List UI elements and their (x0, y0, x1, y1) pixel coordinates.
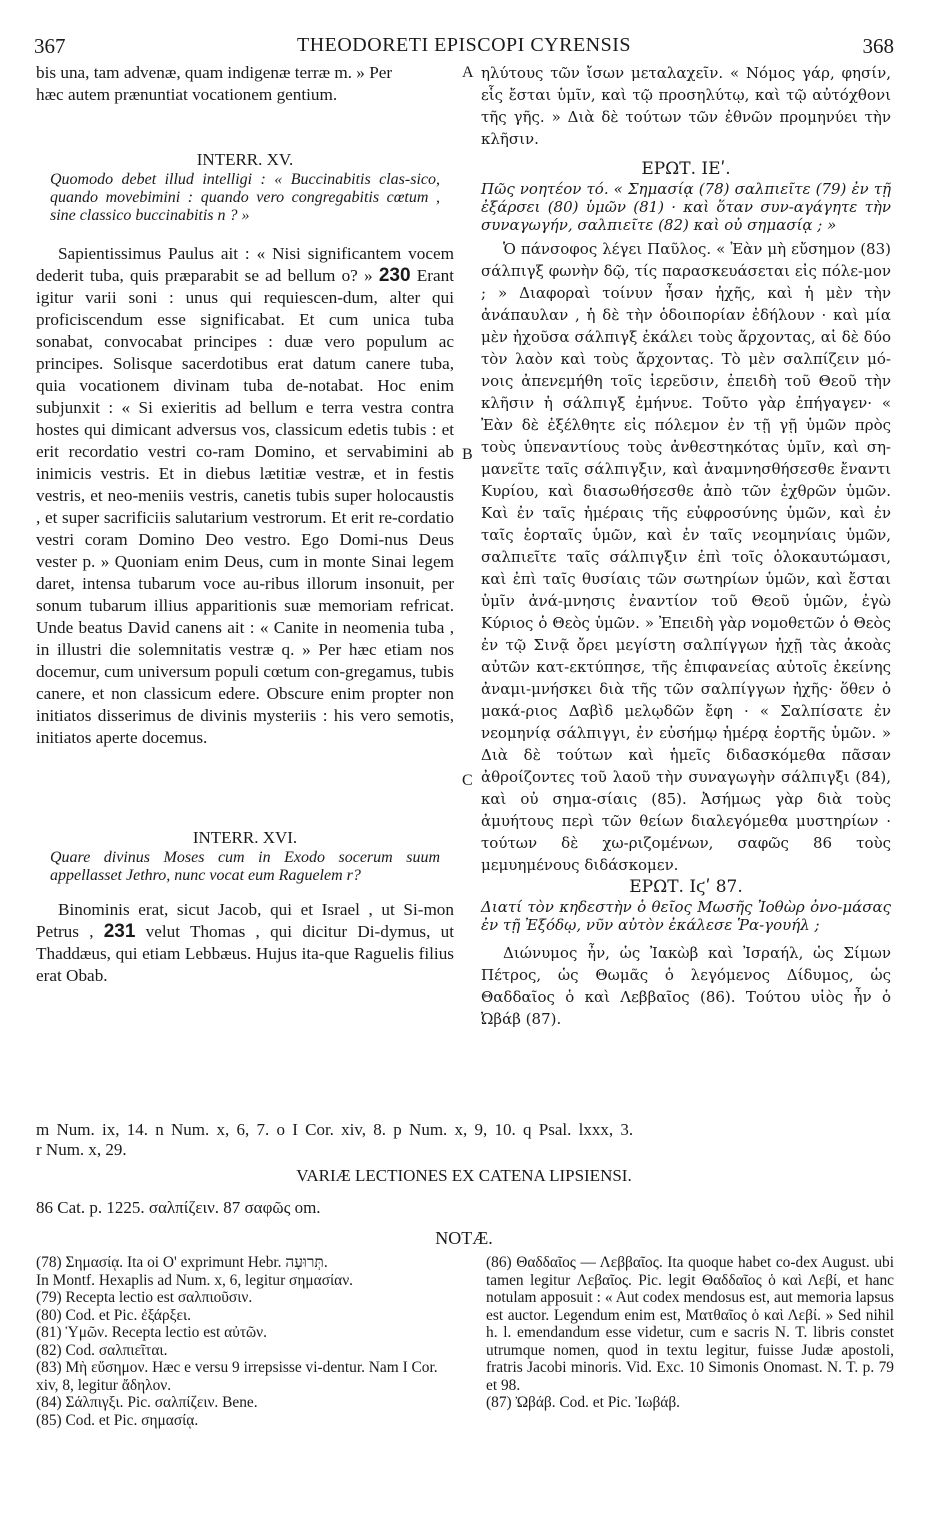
interr-15-heading: INTERR. XV. (196, 150, 294, 169)
latin-column (36, 62, 454, 987)
latin-intro-line-1: bis una, tam advenæ, quam indigenæ terræ m. » Per (36, 63, 393, 82)
notae-title: NOTÆ. (435, 1228, 493, 1248)
column-number-230: 230 (378, 265, 411, 286)
latin-intro-line-2: hæc autem prænuntiat vocationem gentium. (36, 85, 338, 104)
note-78-cont: In Montf. Hexaplis ad Num. x, 6, legitur σημασίαν. (36, 1271, 354, 1289)
interr-16-answer (36, 899, 454, 987)
erot-16-heading: ΕΡΩΤ. Ιϛʹ 87. (629, 877, 743, 897)
page-number-left: 367 (34, 34, 66, 58)
erot-16-question: Διατί τὸν κηδεστὴν ὁ θεῖος Μωσῆς Ἰοθὼρ ὀνο-μάσας ἐν τῇ Ἐξόδῳ, νῦν αὐτὸν ἐκάλεσε Ῥα-γουήλ ; (481, 898, 891, 934)
column-number-231: 231 (103, 921, 136, 942)
running-header (34, 34, 894, 60)
interr-16-answer-b: velut Thomas , qui dicitur Di-dymus, ut Thaddæus, qui etiam Lebbæus. Hujus ita-que Raguelis filius erat Obab. (36, 922, 455, 985)
erot-16-answer: Διώνυμος ἦν, ὡς Ἰακὼβ καὶ Ἰσραήλ, ὡς Σίμων Πέτρος, ὡς Θωμᾶς ὁ λεγόμενος Δίδυμος, ὡς Θαδδαῖος ὁ καὶ Λεββαῖος (86). Τούτου υἱὸς ἦν ὁ Ὠβάβ (87). (481, 944, 891, 1028)
note-79: (79) Recepta lectio est σαλπιοῦσιν. (36, 1289, 253, 1306)
interr-16-heading: INTERR. XVI. (192, 828, 298, 847)
notes-left-column (36, 1254, 456, 1429)
notes-right-column (486, 1254, 894, 1412)
erot-15-question: Πῶς νοητέον τό. « Σημασίᾳ (78) σαλπιεῖτε (79) ἐν τῇ ἐξάρσει (80) ὑμῶν (81) · καὶ ὅταν συν-αγάγητε τὴν συναγωγήν, σαλπιεῖτε (82) καὶ οὐ σημασίᾳ ; » (481, 180, 891, 234)
interr-16-answer-a: Binominis erat, sicut Jacob, qui et Israel , ut Si-mon Petrus , (36, 900, 454, 941)
variae-lectiones-line: 86 Cat. p. 1225. σαλπίζειν. 87 σαφῶς om. (36, 1198, 321, 1217)
footnote-references-line-2: r Num. x, 29. (36, 1140, 127, 1159)
interr-15-question: Quomodo debet illud intelligi : « Buccinabitis clas-sico, quando movebimini : quando vero congregabitis cœtum , sine classico buccinabitis n ? » (50, 171, 440, 224)
note-85: (85) Cod. et Pic. σημασίᾳ. (36, 1411, 199, 1429)
note-82: (82) Cod. σαλπιεῖται. (36, 1341, 168, 1359)
interr-15-answer-b: Erant igitur varii soni : unus qui requiescen-dum, alter qui proficiscendum esse significabat. Et cum unica tuba sonabat, convocabat principes : duæ vero populum ac principes. Solisque sacerdotibus erat datum canere tuba, quia vocationem divinam tuba de-notabat. Hoc enim subjunxit : « Si exieritis ad bellum e terra vestra contra hostes qui dimicant adversus vos, classicum edetis tubis : et erit recordatio vestri co-ram Domino, et servabimini ab inimicis vestris. Et in diebus lætitiæ vestræ, et in festis vestris, et neo-meniis vestris, canetis tubis super holocaustis , et super sacrificiis salutarium vestrorum. Et erit re-cordatio vestri coram Domino Deo vestro. Ego Domi-nus Deus vester p. » Quoniam enim Deus, cum in monte Sinai legem daret, intensa tubarum voce au-ribus illorum insonuit, per sonum tubarum illius apparitionis suæ memoriam refricat. Unde beatus David canens ait : « Canite in neomenia tuba , in illustri die solemnitatis vestræ q. » Per hæc etiam nos docemur, cum universum populi cœtum con-gregamus, tubis canere, et non classicum edere. Obscure enim propter non initiatos disserimus de divinis mysteriis : his vero semotis, initiatos aperte docemus. (36, 266, 455, 747)
erot-15-heading: ΕΡΩΤ. ΙΕʹ. (641, 159, 731, 179)
interr-15-answer-a: Sapientissimus Paulus ait : « Nisi significantem vocem dederit tuba, quis præparabit se ad bellum o? » (36, 244, 454, 285)
margin-letter-c: C (462, 772, 473, 789)
note-83: (83) Μὴ εὔσημον. Hæc e versu 9 irrepsisse vi-dentur. Nam I Cor. xiv, 8, legitur ἄδηλον. (36, 1359, 438, 1394)
note-81: (81) Ὑμῶν. Recepta lectio est αὐτῶν. (36, 1324, 267, 1341)
interr-16-question: Quare divinus Moses cum in Exodo socerum suum appellasset Jethro, nunc vocat eum Raguelem r? (50, 849, 440, 884)
variae-lectiones-title: VARIÆ LECTIONES EX CATENA LIPSIENSI. (296, 1166, 632, 1185)
note-87: (87) Ὠβάβ. Cod. et Pic. Ἰωβάβ. (486, 1394, 681, 1411)
footnote-references-line-1: m Num. ix, 14. n Num. x, 6, 7. o I Cor. xiv, 8. p Num. x, 9, 10. q Psal. lxxx, 3. (36, 1120, 634, 1139)
margin-letter-b: B (462, 446, 473, 463)
margin-letter-a: A (462, 64, 474, 81)
interr-15-answer (36, 243, 454, 749)
page-number-right: 368 (862, 34, 894, 58)
note-84: (84) Σάλπιγξι. Pic. σαλπίζειν. Bene. (36, 1394, 258, 1411)
running-title: THEODORETI EPISCOPI CYRENSIS (296, 34, 632, 56)
note-80: (80) Cod. et Pic. ἐξάρξει. (36, 1306, 191, 1324)
note-86: (86) Θαδδαῖος — Λεββαῖος. Ita quoque habet co-dex August. ubi tamen legitur Λεβαῖος. Pic. legit Θαδδαῖος ὁ καὶ Λεβί, et hanc notulam apposuit : « Aut codex mendosus est, aut memoria lapsus est auctor. Legendum enim est, Ματθαῖος ὁ καὶ Λεβί. » Sed nihil h. l. emendandum esse videtur, cum e sacris N. T. libris constet utrumque nomen, quod in textu legitur, fuisse Judæ apostoli, fratris Jacobi minoris. Vid. Exc. 10 Simonis Onomast. N. T. p. 79 et 98. (486, 1254, 894, 1394)
note-78: (78) Σημασίᾳ. Ita oi O' exprimunt Hebr. תְּרוּעָה. (36, 1254, 328, 1271)
greek-intro: ηλύτους τῶν ἴσων μεταλαχεῖν. « Νόμος γάρ, φησίν, εἷς ἔσται ὑμῖν, καὶ τῷ προσηλύτῳ, καὶ τῷ αὐτόχθονι τῆς γῆς. » Διὰ δὲ τούτων τῶν ἐθνῶν προμηνύει τὴν κλῆσιν. (481, 64, 891, 148)
erot-15-answer: Ὁ πάνσοφος λέγει Παῦλος. « Ἐὰν μὴ εὔσημον (83) σάλπιγξ φωνὴν δῷ, τίς παρασκευάσεται εἰς πόλε-μον ; » Διαφοραὶ τοίνυν ἦσαν ἠχῆς, καὶ ἡ μὲν τὴν ἀνάπαυλαν , ἡ δὲ τὴν ὁδοιπορίαν ἐδήλουν · καὶ μία μὲν ἠχοῦσα σάλπιγξ ἐκάλει τοὺς ἄρχοντας, αἱ δὲ δύο τὸν λαὸν καὶ τοὺς ἄρχοντας. Τὸ μὲν σαλπίζειν μό-νοις ἀπενεμήθη τοῖς ἱερεῦσιν, ἐπειδὴ τοῦ Θεοῦ τὴν κλῆσιν ἡ σάλπιγξ ἐμήνυε. Τοῦτο γὰρ ἐπήγαγεν· « Ἐὰν δὲ ἐξέλθητε εἰς πόλεμον ἐν τῇ γῇ ὑμῶν πρὸς τοὺς ὑπεναντίους τοὺς ἀνθεστηκότας ὑμῖν, καὶ ση-μανεῖτε ταῖς σάλπιγξιν, καὶ ἀναμνησθήσεσθε ἔναντι Κυρίου, καὶ διασωθήσεσθε ἀπὸ τῶν ἐχθρῶν ὑμῶν. Καὶ ἐν ταῖς ἡμέραις τῆς εὐφροσύνης ὑμῶν, καὶ ἐν ταῖς ἑορταῖς ὑμῶν, καὶ ἐν ταῖς νεομηνίαις ὑμῶν, σαλπιεῖτε ταῖς σάλπιγξιν ἐπὶ τοῖς ὁλοκαυτώμασι, καὶ ἐπὶ ταῖς θυσίαις τῶν σωτηρίων ὑμῶν, καὶ ἔσται ὑμῖν ἀνά-μνησις ἐναντίον τοῦ Θεοῦ ὑμῶν, ἐγὼ Κύριος ὁ Θεὸς ὑμῶν. » Ἐπειδὴ γὰρ νομοθετῶν ὁ Θεὸς ἐν τῷ Σινᾷ ὄρει μεγίστη σαλπίγγων ἠχῇ τὰς ἀκοὰς αὐτῶν κατ-εκτύπησε, τῆς ἐπιφανείας αὐτοῖς ἐκείνης ἀναμι-μνήσκει διὰ τῆς τῶν σαλπίγγων ἠχῆς· ὅθεν ὁ μακά-ριος Δαβὶδ μελῳδῶν ἔφη · « Σαλπίσατε ἐν νεομηνίᾳ σάλπιγγι, ἐν εὐσήμῳ ἡμέρᾳ ἑορτῆς ὑμῶν. » Διὰ δὲ τούτων καὶ ἡμεῖς διδασκόμεθα πᾶσαν ἀθροίζοντες τοῦ λαοῦ τὴν συναγωγὴν σάλπιγξι (84), καὶ οὐ σημα-σίαις (85). Ἀσήμως γὰρ διὰ τοὺς ἀμυήτους περὶ τῶν θείων διαλεγόμεθα μυστηρίων · τούτων δὲ χω-ριζομένων, σαφῶς 86 τοὺς μεμυημένους διδάσκομεν. (481, 240, 891, 874)
greek-column (481, 62, 891, 1030)
